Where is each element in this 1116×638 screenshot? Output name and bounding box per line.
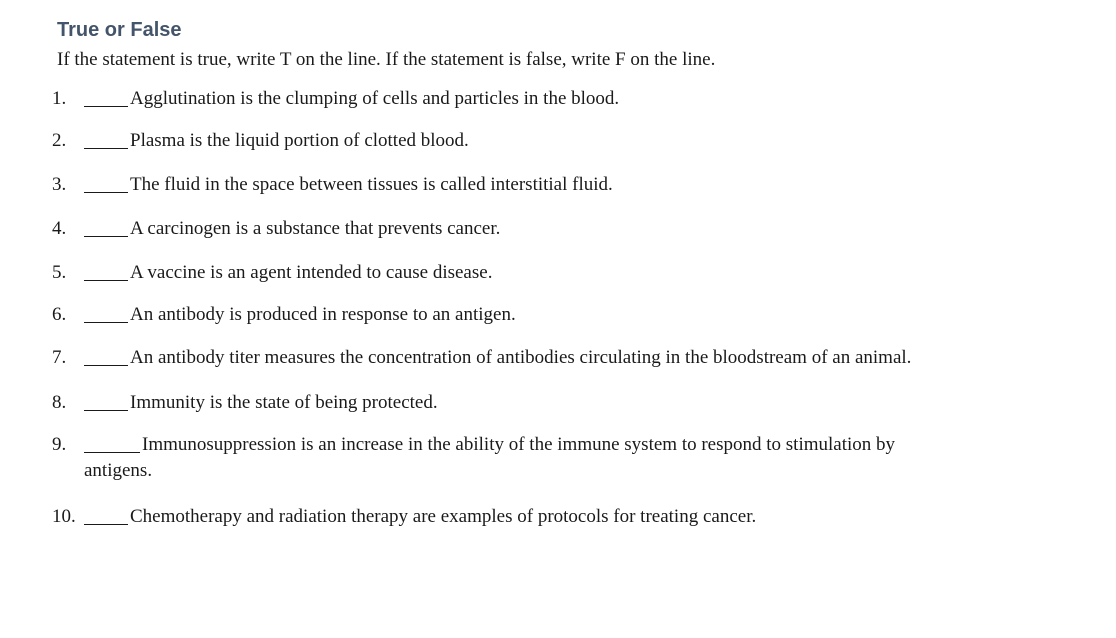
question-number: 10. — [52, 506, 76, 527]
instructions: If the statement is true, write T on the line. If the statement is false, write F on the line. — [57, 49, 716, 70]
question-number: 4. — [52, 218, 67, 239]
question-text: A carcinogen is a substance that prevents cancer. — [130, 218, 501, 239]
question-text: An antibody titer measures the concentration of antibodies circulating in the bloodstream of an animal. — [130, 347, 912, 368]
answer-line[interactable] — [84, 106, 128, 107]
question-number: 8. — [52, 392, 67, 413]
question-10 — [0, 506, 1116, 538]
question-3 — [0, 174, 1116, 206]
answer-line[interactable] — [84, 524, 128, 525]
question-text: An antibody is produced in response to an antigen. — [130, 304, 516, 325]
page-title: True or False — [57, 19, 182, 41]
question-6 — [0, 304, 1116, 336]
question-9 — [0, 434, 1116, 490]
question-5 — [0, 262, 1116, 294]
question-7 — [0, 347, 1116, 379]
question-text-continuation: antigens. — [84, 460, 153, 481]
question-text: Chemotherapy and radiation therapy are examples of protocols for treating cancer. — [130, 506, 757, 527]
question-number: 7. — [52, 347, 67, 368]
question-text: Immunosuppression is an increase in the ability of the immune system to respond to stimulation by — [142, 434, 896, 455]
question-text: A vaccine is an agent intended to cause disease. — [130, 262, 493, 283]
answer-line[interactable] — [84, 365, 128, 366]
question-8 — [0, 392, 1116, 424]
question-text: The fluid in the space between tissues is called interstitial fluid. — [130, 174, 613, 195]
question-text: Agglutination is the clumping of cells and particles in the blood. — [130, 88, 620, 109]
question-number: 1. — [52, 88, 67, 109]
answer-line[interactable] — [84, 322, 128, 323]
question-2 — [0, 130, 1116, 162]
question-text: Immunity is the state of being protected. — [130, 392, 438, 413]
question-number: 5. — [52, 262, 67, 283]
question-number: 2. — [52, 130, 67, 151]
question-1 — [0, 88, 1116, 120]
answer-line[interactable] — [84, 280, 128, 281]
answer-line[interactable] — [84, 192, 128, 193]
question-4 — [0, 218, 1116, 250]
question-text: Plasma is the liquid portion of clotted blood. — [130, 130, 469, 151]
answer-line[interactable] — [84, 148, 128, 149]
question-number: 3. — [52, 174, 67, 195]
answer-line[interactable] — [84, 236, 128, 237]
question-number: 6. — [52, 304, 67, 325]
answer-line[interactable] — [84, 452, 140, 453]
question-number: 9. — [52, 434, 67, 455]
answer-line[interactable] — [84, 410, 128, 411]
